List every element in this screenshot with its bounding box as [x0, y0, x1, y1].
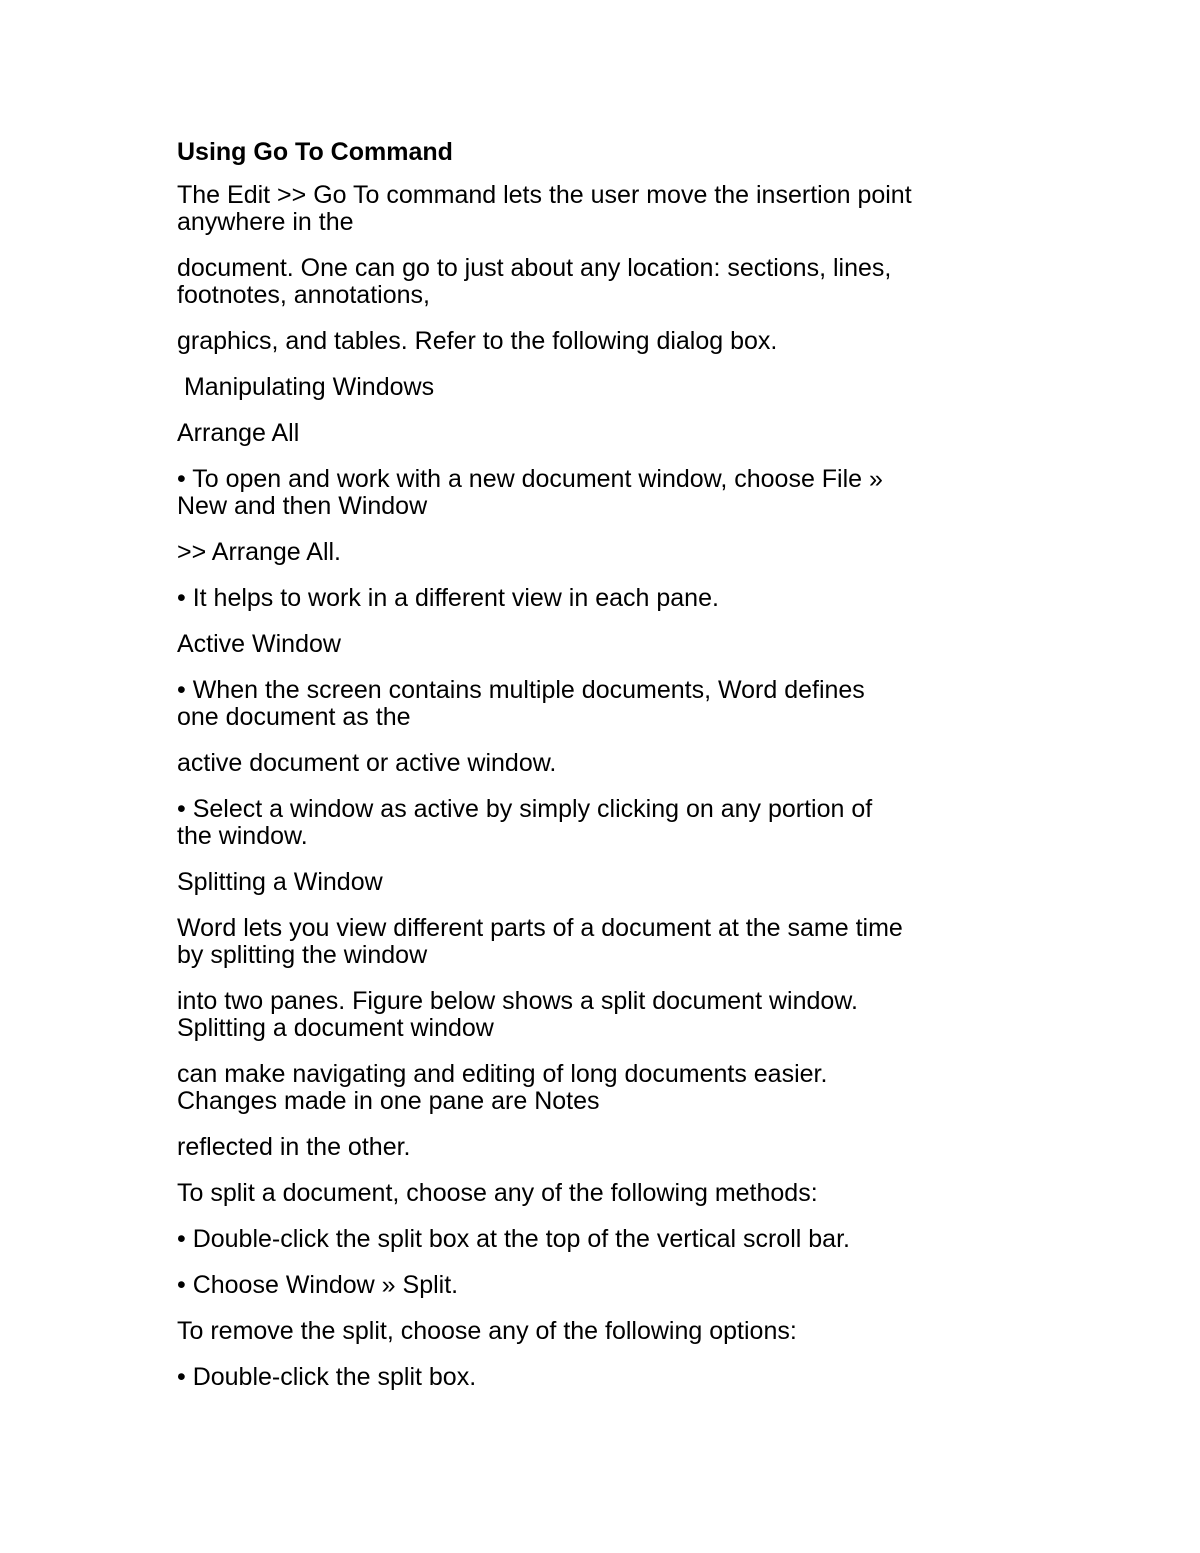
bullet-double-click-split-box: • Double-click the split box. — [177, 1363, 477, 1391]
bullet-different-view: • It helps to work in a different view in each pane. — [177, 584, 719, 612]
bullet-open-new-window: • To open and work with a new document window, choose File » New and then Window — [177, 465, 883, 520]
paragraph-split-intro-3: can make navigating and editing of long documents easier. Changes made in one pane are Notes — [177, 1060, 828, 1115]
paragraph-split-methods: To split a document, choose any of the following methods: — [177, 1179, 818, 1207]
paragraph-goto-intro-3: graphics, and tables. Refer to the following dialog box. — [177, 327, 778, 355]
heading-arrange-all: Arrange All — [177, 419, 300, 447]
bullet-select-window: • Select a window as active by simply clicking on any portion of the window. — [177, 795, 873, 850]
bullet-multiple-documents: • When the screen contains multiple documents, Word defines one document as the — [177, 676, 865, 731]
paragraph-remove-split: To remove the split, choose any of the following options: — [177, 1317, 797, 1345]
paragraph-split-intro-4: reflected in the other. — [177, 1133, 411, 1161]
heading-splitting-window: Splitting a Window — [177, 868, 383, 896]
document-body — [177, 136, 1037, 1410]
paragraph-active-document: active document or active window. — [177, 749, 557, 777]
heading-manipulating-windows: Manipulating Windows — [177, 373, 435, 401]
paragraph-goto-intro-2: document. One can go to just about any location: sections, lines, footnotes, annotations, — [177, 254, 892, 309]
paragraph-split-intro-2: into two panes. Figure below shows a split document window. Splitting a document window — [177, 987, 858, 1042]
paragraph-goto-intro-1: The Edit >> Go To command lets the user move the insertion point anywhere in the — [177, 181, 912, 236]
document-title: Using Go To Command — [177, 138, 453, 166]
bullet-choose-window-split: • Choose Window » Split. — [177, 1271, 459, 1299]
paragraph-split-intro-1: Word lets you view different parts of a document at the same time by splitting the window — [177, 914, 903, 969]
paragraph-arrange-all: >> Arrange All. — [177, 538, 342, 566]
heading-active-window: Active Window — [177, 630, 341, 658]
bullet-double-click-split-box-top: • Double-click the split box at the top of the vertical scroll bar. — [177, 1225, 850, 1253]
